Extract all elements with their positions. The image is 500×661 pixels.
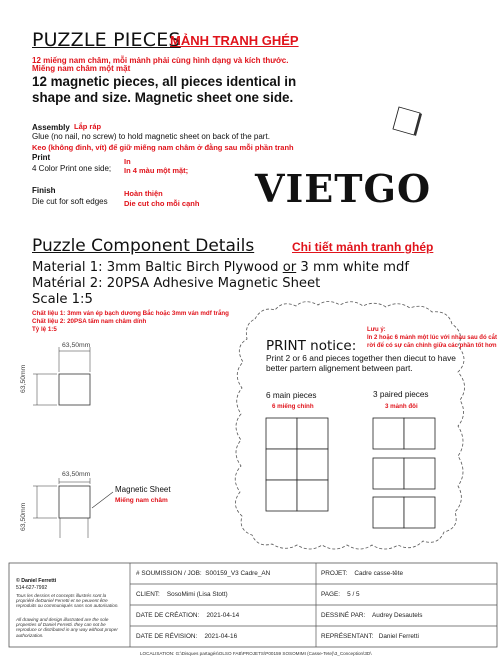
main-pieces-label: 6 main pieces xyxy=(266,391,317,400)
components-vn-3: Tỷ lệ 1:5 xyxy=(32,326,57,333)
company-phone: 514-627-7992 xyxy=(16,585,48,591)
submission-field: # SOUMISSION / JOB: S00159_V3 Cadre_AN xyxy=(136,570,271,577)
company-name: © Daniel Ferretti xyxy=(16,578,57,584)
main-pieces-grid xyxy=(266,418,328,511)
representative-field: REPRÉSENTANT: Daniel Ferretti xyxy=(321,633,419,640)
assembly-text: Glue (no nail, no screw) to hold magnetic sheet on back of the part. xyxy=(32,132,270,141)
print-heading: Print xyxy=(32,153,51,162)
note-vn-1: 12 miếng nam châm, mỗi mảnh phải cùng hình dạng và kích thước. xyxy=(32,56,289,65)
assembly-heading: Assembly xyxy=(32,123,70,132)
components-title: Puzzle Component Details xyxy=(32,236,255,256)
print-text: 4 Color Print one side; xyxy=(32,164,112,173)
print-notice-text-2: better partern alignement between part. xyxy=(266,363,413,373)
creation-date-field: DATE DE CRÉATION: 2021-04-14 xyxy=(136,612,240,619)
dim-bottom-height: 63,50mm xyxy=(20,502,27,531)
piece-top-view xyxy=(33,347,90,405)
finish-vn-2: Die cut cho mỗi cạnh xyxy=(124,199,200,208)
components-title-vn: Chi tiết mảnh tranh ghép xyxy=(292,240,434,254)
legal-fr: Tous les dessins et concepts illustrés sont la propriété deDaniel Ferretti et ne peuvent être reproduits ou communiqués sans son autorisation. xyxy=(16,593,119,609)
revision-date-field: DATE DE RÉVISION: 2021-04-16 xyxy=(136,633,238,640)
magnetic-sheet-label: Magnetic Sheet xyxy=(115,485,171,494)
print-notice-title: PRINT notice: xyxy=(266,338,357,354)
paired-pieces xyxy=(373,418,435,528)
material-1: Material 1: 3mm Baltic Birch Plywood or 3 mm white mdf xyxy=(32,260,410,275)
scale: Scale 1:5 xyxy=(32,292,93,307)
page-title: PUZZLE PIECES xyxy=(32,29,181,51)
print-notice-vn-2: rời để có sự căn chỉnh giữa các phần tốt hơn xyxy=(367,343,497,349)
components-vn-2: Chất liệu 2: 20PSA tấm nam châm dính xyxy=(32,318,147,325)
projet-field: PROJET: Cadre casse-tête xyxy=(321,570,404,577)
legal-en: All drawing and design illustrated are the sole properties of Daniel Ferretti. they can not be reproduce or distributed in any way without proper authorization. xyxy=(16,617,118,638)
note-vn-2: Miếng nam châm một mặt xyxy=(32,64,131,73)
dim-bottom-width: 63,50mm xyxy=(62,471,91,478)
page-title-vn: MẢNH TRANH GHÉP xyxy=(170,33,299,48)
print-vn-2: In 4 màu một mặt; xyxy=(124,166,189,175)
piece-side-view xyxy=(33,478,113,538)
drawn-by-field: DESSINÉ PAR: Audrey Desautels xyxy=(321,612,423,619)
main-pieces-label-vn: 6 miếng chính xyxy=(272,403,314,410)
print-vn-1: In xyxy=(124,157,131,166)
print-notice-vn-heading: Lưu ý: xyxy=(367,327,386,333)
assembly-text-vn: Keo (không đinh, vít) để giữ miếng nam châm ở đằng sau mỗi phần tranh xyxy=(32,143,294,152)
finish-vn-1: Hoàn thiện xyxy=(124,189,163,198)
page-field: PAGE: 5 / 5 xyxy=(321,591,360,598)
components-vn-1: Chất liệu 1: 3mm ván ép bạch dương Bắc hoặc 3mm ván mdf trắng xyxy=(32,310,229,317)
material-2: Matérial 2: 20PSA Adhesive Magnetic Sheet xyxy=(32,276,321,291)
finish-text: Die cut for soft edges xyxy=(32,197,108,206)
dim-top-height: 63,50mm xyxy=(20,364,27,393)
dim-top-width: 63,50mm xyxy=(62,342,91,349)
print-notice-vn-1: In 2 hoặc 6 mảnh một lúc với nhau sau đó cắt xyxy=(367,335,497,341)
vietgo-logo: VIETGO xyxy=(255,166,432,211)
client-field: CLIENT: SosoMimi (Lisa Stott) xyxy=(136,591,228,598)
assembly-heading-vn: Lắp ráp xyxy=(74,122,102,131)
magnetic-sheet-label-vn: Miếng nam châm xyxy=(115,497,168,504)
print-notice-text-1: Print 2 or 6 and pieces together then diecut to have xyxy=(266,353,456,363)
finish-heading: Finish xyxy=(32,186,56,195)
paired-pieces-label-vn: 3 mảnh đôi xyxy=(385,403,418,410)
file-location: LOCALISATION: G:\Disques partagés\OLSO FAB\PROJETS\P00159 SOSOMIMI (Casse-Tete)\3_Conception\3D\ xyxy=(140,651,372,656)
paired-pieces-label: 3 paired pieces xyxy=(373,390,429,399)
description: 12 magnetic pieces, all pieces identical in shape and size. Magnetic sheet one side. xyxy=(32,74,297,105)
